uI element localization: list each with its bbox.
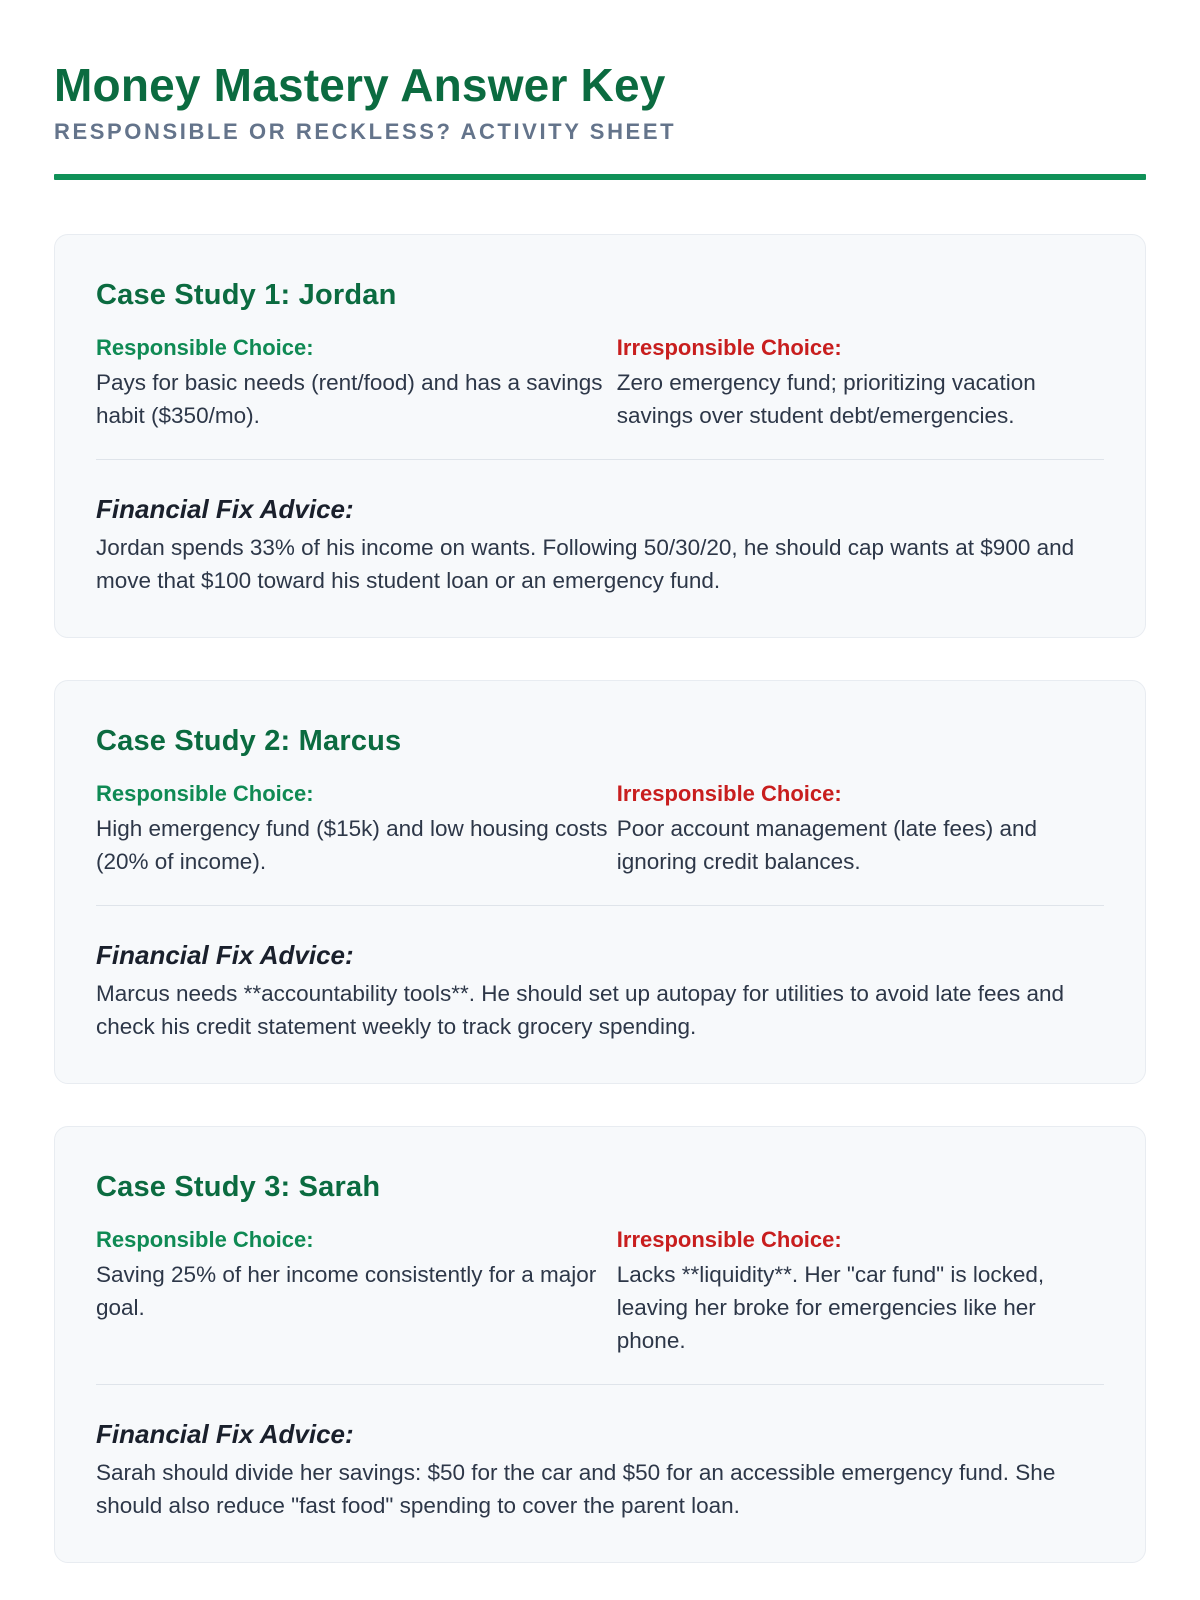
case-study-card-sarah bbox=[54, 1126, 1146, 1563]
responsible-choice bbox=[96, 1225, 617, 1357]
case-study-card-marcus bbox=[54, 680, 1146, 1084]
case-study-title: Case Study 1: Jordan bbox=[96, 279, 397, 311]
irresponsible-choice-label: Irresponsible Choice: bbox=[616, 335, 842, 360]
card-divider bbox=[96, 905, 1104, 906]
page-title: Money Mastery Answer Key bbox=[54, 59, 666, 111]
advice-text: Marcus needs **accountability tools**. He should set up autopay for utilities to avoid late fees and check his credit statement weekly to track grocery spending. bbox=[96, 981, 1065, 1039]
responsible-choice bbox=[96, 779, 617, 878]
choice-columns bbox=[96, 333, 1104, 432]
responsible-choice-label: Responsible Choice: bbox=[96, 1227, 314, 1252]
page-subtitle: RESPONSIBLE OR RECKLESS? ACTIVITY SHEET bbox=[54, 119, 677, 144]
case-study-title: Case Study 3: Sarah bbox=[96, 1171, 381, 1203]
irresponsible-choice bbox=[617, 779, 1104, 878]
title-divider bbox=[54, 174, 1146, 180]
irresponsible-choice bbox=[617, 1225, 1104, 1357]
responsible-choice-label: Responsible Choice: bbox=[96, 781, 314, 806]
irresponsible-choice-label: Irresponsible Choice: bbox=[616, 781, 842, 806]
choice-columns bbox=[96, 779, 1104, 878]
case-study-card-jordan bbox=[54, 234, 1146, 638]
irresponsible-choice-text: Lacks **liquidity**. Her "car fund" is locked, leaving her broke for emergencies like her phone. bbox=[616, 1262, 1045, 1353]
card-divider bbox=[96, 1384, 1104, 1385]
case-study-list bbox=[54, 234, 1146, 1563]
responsible-choice bbox=[96, 333, 617, 432]
responsible-choice-label: Responsible Choice: bbox=[96, 335, 314, 360]
irresponsible-choice-label: Irresponsible Choice: bbox=[616, 1227, 842, 1252]
advice-text: Sarah should divide her savings: $50 for the car and $50 for an accessible emergency fund. She should also reduce "fast food" spending to cover the parent loan. bbox=[96, 1460, 1056, 1518]
card-divider bbox=[96, 459, 1104, 460]
irresponsible-choice bbox=[617, 333, 1104, 432]
advice-label: Financial Fix Advice: bbox=[96, 1419, 354, 1449]
advice-label: Financial Fix Advice: bbox=[96, 940, 354, 970]
responsible-choice-text: Saving 25% of her income consistently for a major goal. bbox=[96, 1262, 597, 1320]
responsible-choice-text: High emergency fund ($15k) and low housing costs (20% of income). bbox=[96, 816, 608, 874]
choice-columns bbox=[96, 1225, 1104, 1357]
advice-text: Jordan spends 33% of his income on wants. Following 50/30/20, he should cap wants at $900 and move that $100 toward his student loan or an emergency fund. bbox=[96, 535, 1075, 593]
case-study-title: Case Study 2: Marcus bbox=[96, 725, 402, 757]
irresponsible-choice-text: Poor account management (late fees) and ignoring credit balances. bbox=[616, 816, 1038, 874]
responsible-choice-text: Pays for basic needs (rent/food) and has a savings habit ($350/mo). bbox=[96, 370, 603, 428]
irresponsible-choice-text: Zero emergency fund; prioritizing vacation savings over student debt/emergencies. bbox=[616, 370, 1036, 428]
advice-label: Financial Fix Advice: bbox=[96, 494, 354, 524]
